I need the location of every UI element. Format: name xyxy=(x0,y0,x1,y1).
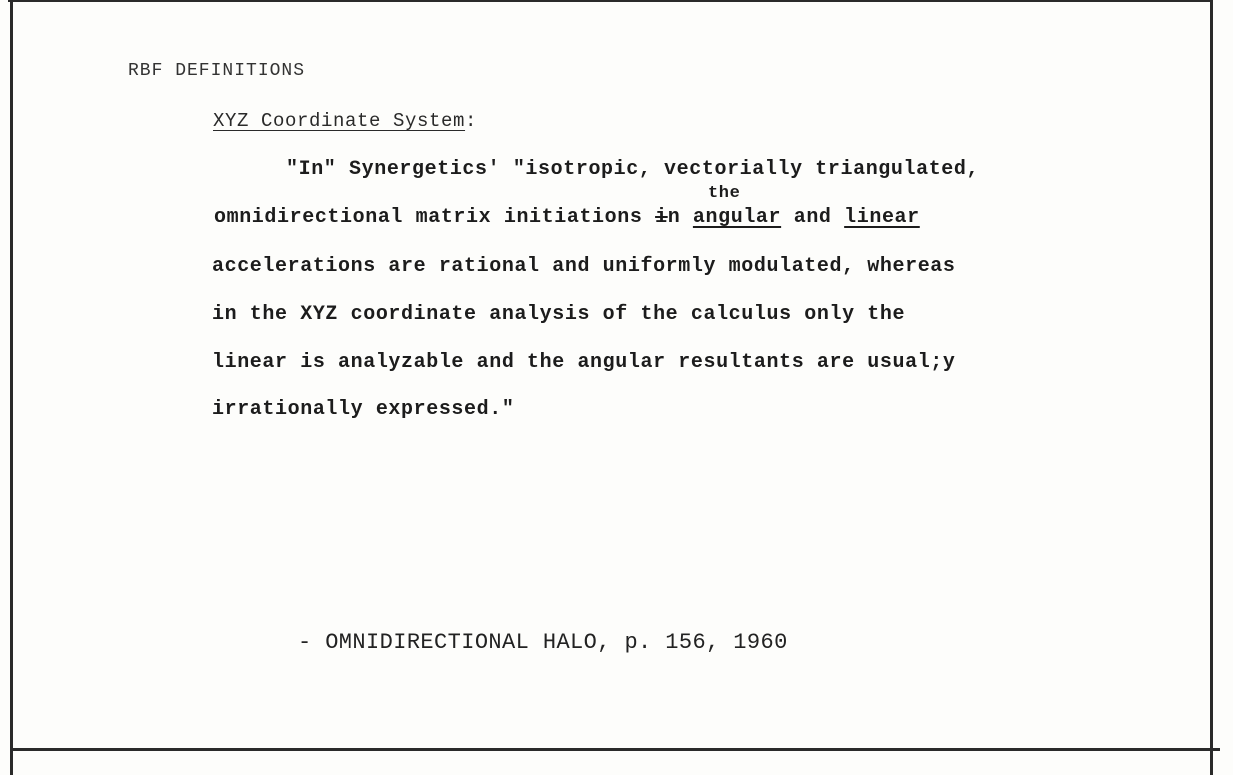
quote-line-2 xyxy=(214,206,920,229)
card-border-left xyxy=(10,0,13,775)
definition-heading-colon: : xyxy=(465,110,478,132)
quote-line-2-start: omnidirectional matrix initiations xyxy=(214,206,656,229)
handwritten-insertion: the xyxy=(708,184,741,203)
quote-line-2-and: and xyxy=(781,206,845,229)
card-border-right xyxy=(1210,0,1213,775)
quote-line-3: accelerations are rational and uniformly modulated, whereas xyxy=(212,255,956,278)
definition-heading xyxy=(213,110,477,132)
quote-line-6: irrationally expressed." xyxy=(212,398,515,421)
quote-line-2-after-struck: n xyxy=(667,206,693,229)
underlined-angular: angular xyxy=(692,206,782,229)
source-citation: - OMNIDIRECTIONAL HALO, p. 156, 1960 xyxy=(298,630,788,655)
definition-heading-title: XYZ Coordinate System xyxy=(213,110,466,132)
card-border-top xyxy=(8,0,1213,2)
card-border-bottom xyxy=(10,748,1220,751)
quote-line-4: in the XYZ coordinate analysis of the calculus only the xyxy=(212,303,906,326)
quote-line-1: "In" Synergetics' "isotropic, vectorially triangulated, xyxy=(286,158,980,181)
card-header: RBF DEFINITIONS xyxy=(128,61,306,81)
struck-character: i xyxy=(655,206,668,229)
quote-line-5: linear is analyzable and the angular resultants are usual;y xyxy=(212,351,956,374)
underlined-linear: linear xyxy=(844,206,920,229)
